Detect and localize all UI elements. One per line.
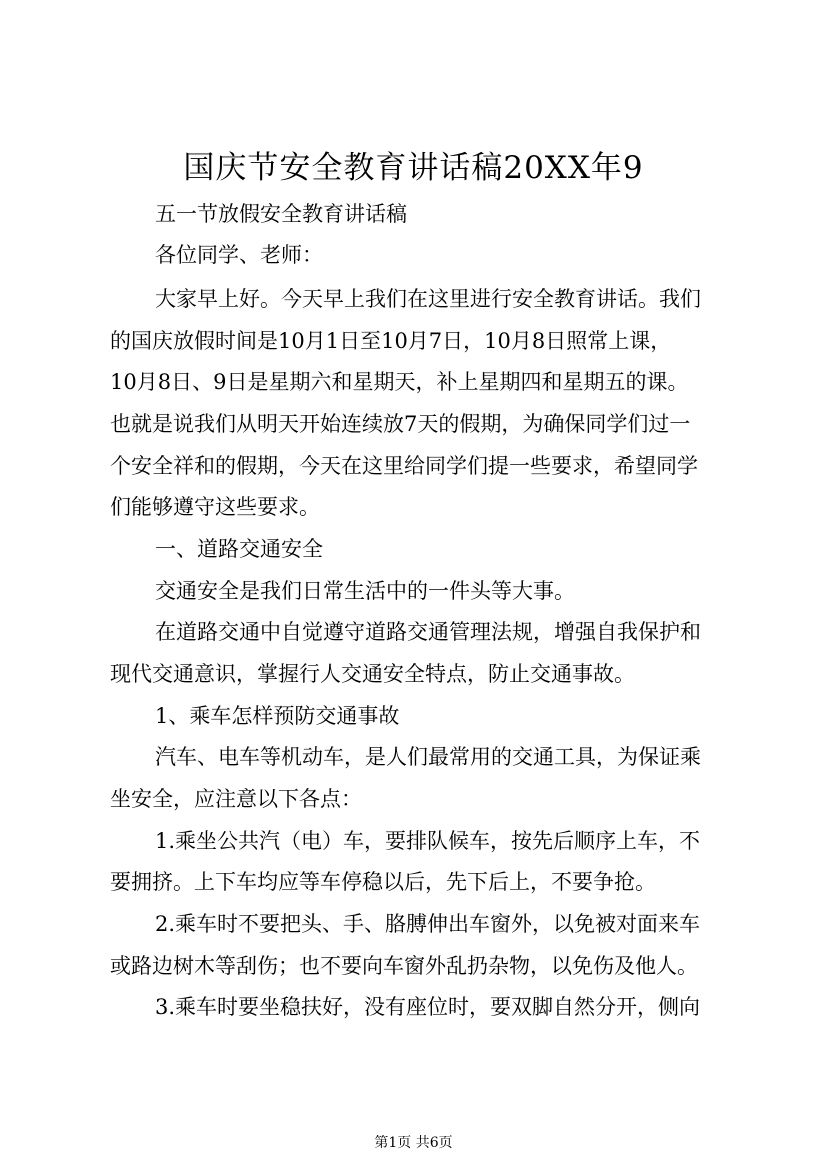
list-item-line: 或路边树木等刮伤；也不要向车窗外乱扔杂物，以免伤及他人。 [110,954,698,978]
paragraph-line: 汽车、电车等机动车，是人们最常用的交通工具，为保证乘 [155,745,701,769]
paragraph-line: 们能够遵守这些要求。 [110,495,320,519]
paragraph-line: 坐安全，应注意以下各点： [110,787,362,811]
paragraph-line: 大家早上好。今天早上我们在这里进行安全教育讲话。我们 [155,287,701,311]
document-title: 国庆节安全教育讲话稿20XX年9 [183,150,644,186]
page-number: 第1页 共6页 [374,1135,453,1151]
list-item-line: 3.乘车时要坐稳扶好，没有座位时，要双脚自然分开，侧向 [155,995,701,1019]
paragraph-line: 也就是说我们从明天开始连续放7天的假期，为确保同学们过一 [110,412,691,436]
list-item-line: 要拥挤。上下车均应等车停稳以后，先下后上，不要争抢。 [110,870,656,894]
list-item-line: 2.乘车时不要把头、手、胳膊伸出车窗外，以免被对面来车 [155,912,701,936]
paragraph-line: 五一节放假安全教育讲话稿 [155,202,407,226]
paragraph-line: 在道路交通中自觉遵守道路交通管理法规，增强自我保护和 [155,620,701,644]
paragraph-line: 现代交通意识，掌握行人交通安全特点，防止交通事故。 [110,662,635,686]
list-item-line: 1.乘坐公共汽（电）车，要排队候车，按先后顺序上车，不 [155,829,701,853]
section-heading: 一、道路交通安全 [155,537,323,561]
paragraph-line: 交通安全是我们日常生活中的一件头等大事。 [155,579,575,603]
paragraph-line: 各位同学、老师： [155,243,323,267]
paragraph-line: 个安全祥和的假期，今天在这里给同学们提一些要求，希望同学 [110,454,698,478]
paragraph-line: 的国庆放假时间是10月1日至10月7日，10月8日照常上课， [110,329,672,353]
subsection-heading: 1、乘车怎样预防交通事故 [155,704,400,728]
paragraph-line: 10月8日、9日是星期六和星期天，补上星期四和星期五的课。 [110,370,689,394]
